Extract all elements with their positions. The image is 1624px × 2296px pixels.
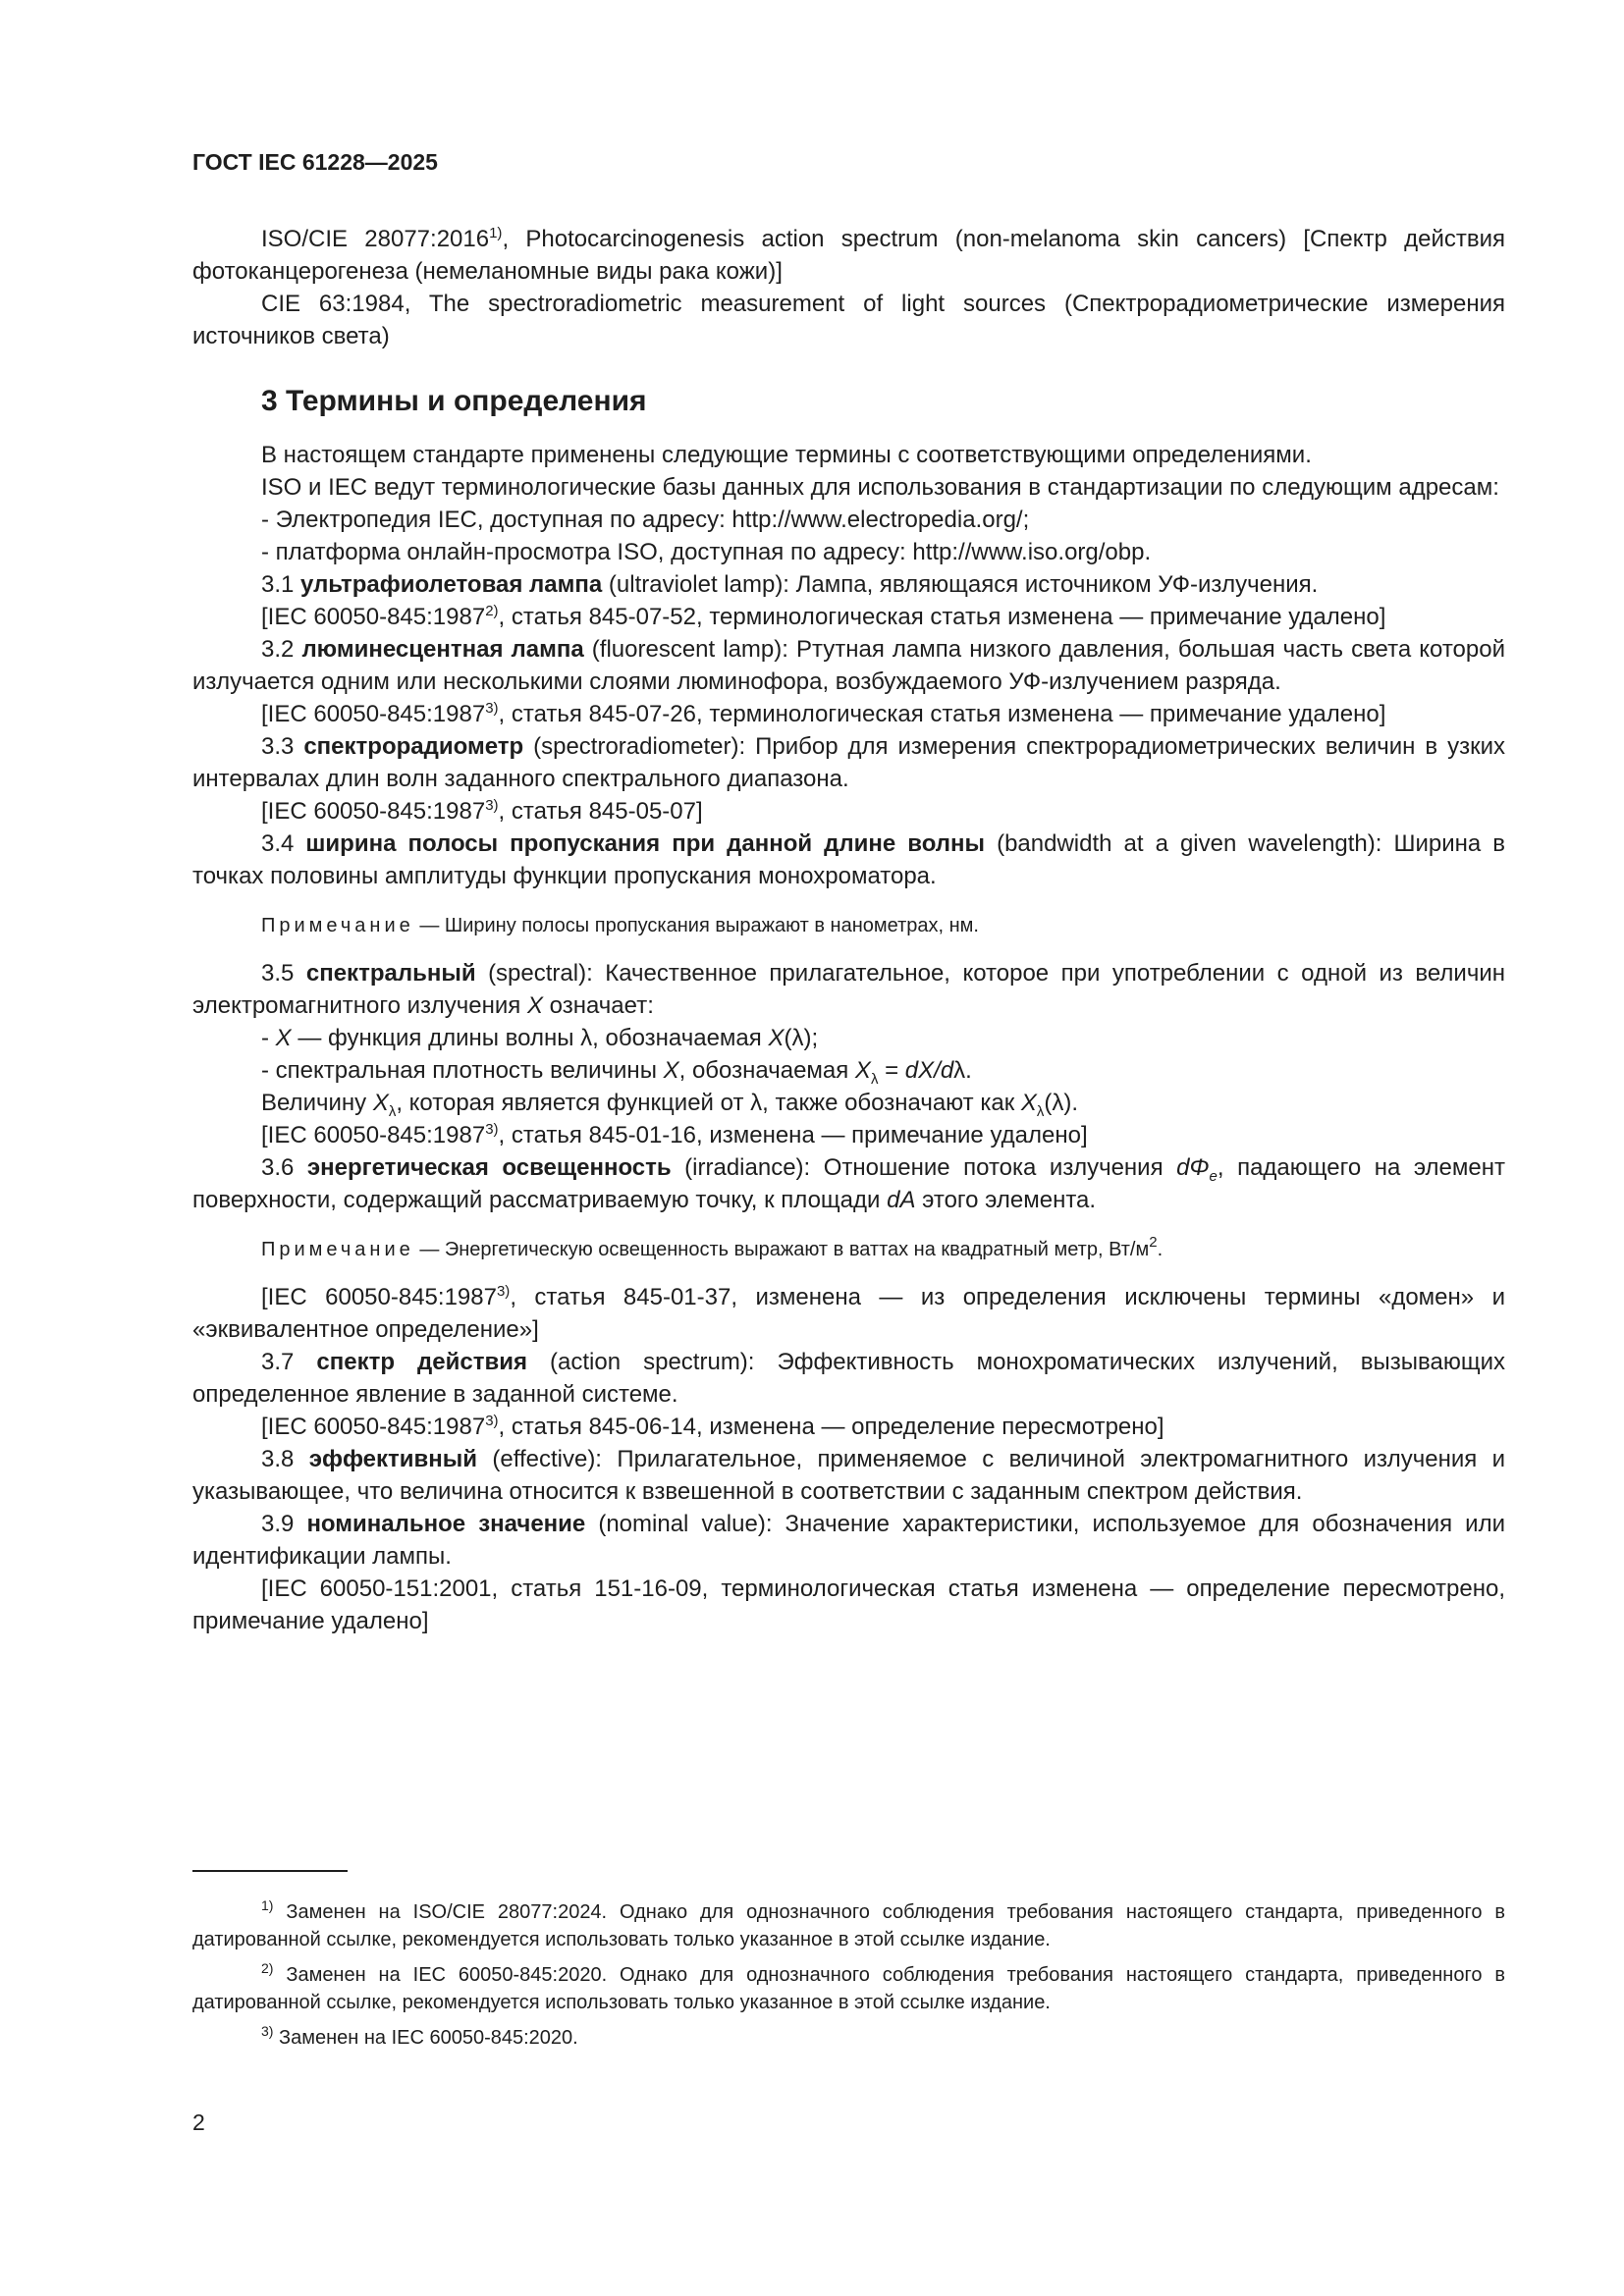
term-note: Примечание — Энергетическую освещенность выражают в ваттах на квадратный метр, $Вт/м^2$.: [261, 1234, 1164, 1260]
term-entry: 3.2 люминесцентная лампа (fluorescent lamp): Ртутная лампа низкого давления, большая часть света которой излучается одним или несколькими слоями люминофора, возбуждаемого УФ-излучением разряда.: [192, 636, 1505, 695]
term-name: эффективный: [308, 1446, 478, 1472]
footnote-ref: 3): [485, 700, 499, 717]
term-entry: 3.4 ширина полосы пропускания при данной длине волны (bandwidth at a given wavelength): Ширина в точках половины амплитуды функции пропускания монохроматора.: [192, 830, 1506, 889]
footnote-ref: 3): [485, 1121, 499, 1138]
intro-paragraph: ISO и IEC ведут терминологические базы данных для использования в стандартизации по следующим адресам:: [261, 474, 1499, 501]
footnote-mark: 2): [261, 1960, 274, 1976]
footnote-ref: 2): [485, 603, 499, 619]
footnote-ref: 3): [485, 797, 499, 814]
term-name: люминесцентная лампа: [301, 636, 584, 663]
term-source: [IEC 60050-845:1987$^{3)}$, статья 845-05-07]: [261, 797, 703, 825]
list-item: - спектральная плотность величины X, обозначаемая $X_\lambda = dX/d\lambda$.: [261, 1057, 972, 1088]
term-name: номинальное значение: [306, 1511, 586, 1537]
footnote-ref: 3): [485, 1413, 499, 1429]
footnote-separator: [192, 1870, 348, 1872]
document-code-header: ГОСТ IEC 61228—2025: [192, 149, 438, 175]
footnote-ref: 1): [489, 225, 503, 241]
term-source: [IEC 60050-845:1987$^{3)}$, статья 845-07-26, терминологическая статья изменена — примечание удалено]: [261, 700, 1386, 727]
term-entry: 3.9 номинальное значение (nominal value): Значение характеристики, используемое для обозначения или идентификации лампы.: [192, 1511, 1505, 1570]
normative-reference: ISO/CIE 28077:2016$^{1)}$, Photocarcinogenesis action spectrum (non-melanoma skin cancers) [Спектр действия фотоканцерогенеза (немеланомные виды рака кожи)]: [192, 225, 1506, 285]
footnote: $^{3)}$ Заменен на IEC 60050-845:2020.: [261, 2023, 578, 2049]
section-heading: 3 Термины и определения: [261, 385, 647, 417]
footnote-mark: 1): [261, 1897, 274, 1913]
term-name: ультрафиолетовая лампа: [300, 571, 603, 598]
term-paragraph: Величину $X_\lambda$, которая является функцией от λ, также обозначают как $X_\lambda(\lambda)$.: [261, 1090, 1079, 1120]
term-source: [IEC 60050-845:1987$^{2)}$, статья 845-07-52, терминологическая статья изменена — примечание удалено]: [261, 603, 1386, 630]
list-item: - платформа онлайн-просмотра ISO, доступная по адресу: http://www.iso.org/obp.: [261, 539, 1152, 565]
term-entry: 3.5 спектральный (spectral): Качественное прилагательное, которое при употреблении с одной из величин электромагнитного излучения X означает:: [192, 960, 1505, 1019]
term-name: спектральный: [305, 960, 476, 987]
term-source: [IEC 60050-845:1987$^{3)}$, статья 845-06-14, изменена — определение пересмотрено]: [261, 1413, 1164, 1440]
document-body: [192, 223, 1505, 1637]
term-entry: 3.7 спектр действия (action spectrum): Эффективность монохроматических излучений, вызывающих определенное явление в заданной системе.: [192, 1349, 1506, 1408]
note-label: Примечание: [261, 915, 414, 936]
page-number: 2: [192, 2109, 205, 2135]
intro-paragraph: В настоящем стандарте применены следующие термины с соответствующими определениями.: [261, 442, 1312, 468]
footnote-ref: 3): [496, 1283, 511, 1300]
footnote: $^{2)}$ Заменен на IEC 60050-845:2020. Однако для однозначного соблюдения требования настоящего стандарта, приведенного в датированной ссылке, рекомендуется использовать только указанное в этой ссылке издание.: [192, 1960, 1505, 2013]
term-entry: 3.1 ультрафиолетовая лампа (ultraviolet lamp): Лампа, являющаяся источником УФ-излучения.: [261, 571, 1319, 598]
term-name: спектр действия: [316, 1349, 528, 1375]
term-source: [IEC 60050-845:1987$^{3)}$, статья 845-01-16, изменена — примечание удалено]: [261, 1121, 1088, 1148]
term-name: спектрорадиометр: [303, 733, 524, 760]
term-entry: 3.6 энергетическая освещенность (irradiance): Отношение потока излучения $d\Phi_e$, падающего на элемент поверхности, содержащий рассматриваемую точку, к площади dA этого элемента.: [192, 1154, 1505, 1213]
note-label: Примечание: [261, 1239, 414, 1260]
term-entry: 3.8 эффективный (effective): Прилагательное, применяемое с величиной электромагнитного излучения и указывающее, что величина относится к взвешенной в соответствии с заданным спектром действия.: [192, 1446, 1505, 1505]
term-entry: 3.3 спектрорадиометр (spectroradiometer): Прибор для измерения спектрорадиометрических величин в узких интервалах длин волн заданного спектрального диапазона.: [192, 733, 1506, 792]
footnote-mark: 3): [261, 2023, 274, 2039]
term-note: Примечание — Ширину полосы пропускания выражают в нанометрах, нм.: [261, 915, 979, 936]
term-name: энергетическая освещенность: [306, 1154, 672, 1181]
term-name: ширина полосы пропускания при данной длине волны: [305, 830, 986, 857]
footnotes: [192, 1898, 1505, 2059]
footnote: $^{1)}$ Заменен на ISO/CIE 28077:2024. Однако для однозначного соблюдения требования настоящего стандарта, приведенного в датированной ссылке, рекомендуется использовать только указанное в этой ссылке издание.: [192, 1897, 1505, 1950]
list-item: - X — функция длины волны λ, обозначаемая X(λ);: [261, 1025, 819, 1051]
term-source: [IEC 60050-151:2001, статья 151-16-09, терминологическая статья изменена — определение пересмотрено, примечание удалено]: [192, 1575, 1505, 1634]
term-source: [IEC 60050-845:1987$^{3)}$, статья 845-01-37, изменена — из определения исключены термины «домен» и «эквивалентное определение»]: [192, 1283, 1505, 1343]
normative-reference: CIE 63:1984, The spectroradiometric measurement of light sources (Спектрорадиометрические измерения источников света): [192, 291, 1505, 349]
list-item: - Электропедия IEC, доступная по адресу: http://www.electropedia.org/;: [261, 507, 1030, 533]
